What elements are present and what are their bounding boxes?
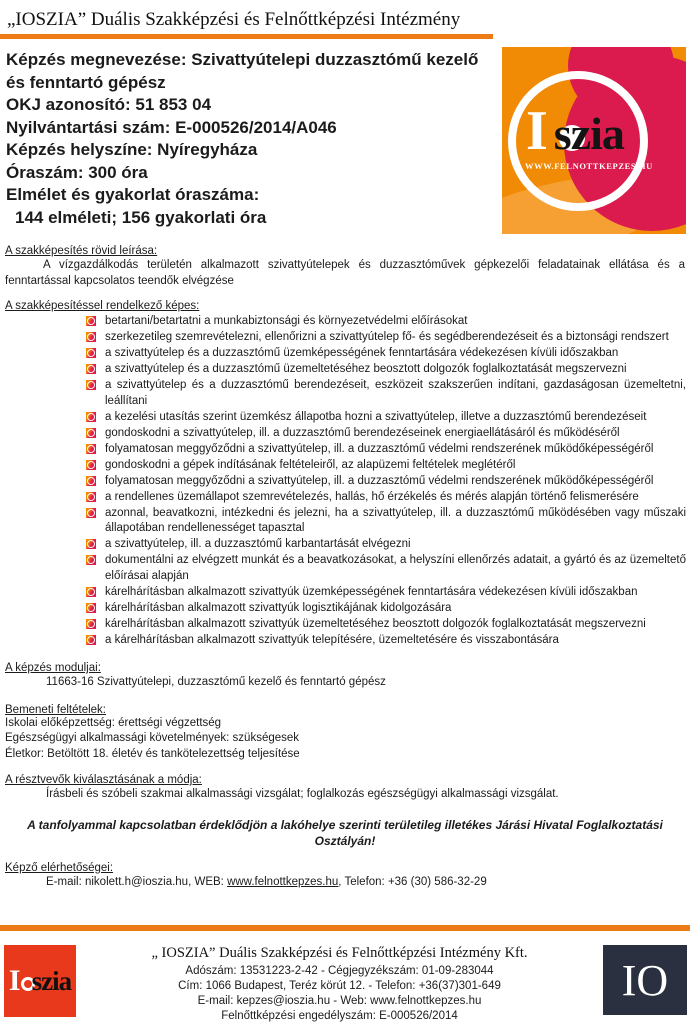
page-title: „IOSZIA” Duális Szakképzési és Felnőttképzési Intézmény	[7, 9, 461, 30]
course-name: Képzés megnevezése: Szivattyútelepi duzzasztómű kezelő és fenntartó gépész	[6, 50, 479, 92]
list-item	[86, 490, 686, 506]
capability-text: a rendellenes üzemállapot szemrevételezés, hallás, hő érzékelés és mérés alapján történő felismerésére	[105, 490, 639, 503]
course-split-label: Elmélet és gyakorlat óraszáma:	[6, 185, 260, 204]
course-okj: OKJ azonosító: 51 853 04	[6, 95, 212, 114]
list-item	[86, 537, 686, 553]
section-heading: A szakképesítéssel rendelkező képes:	[5, 300, 200, 312]
ioszia-footer-logo	[4, 945, 76, 1017]
logo-letters-szia: szia	[31, 965, 72, 996]
list-item	[86, 553, 686, 584]
course-split-value: 144 elméleti; 156 gyakorlati óra	[15, 207, 267, 227]
capability-text: gondoskodni a szivattyútelep, ill. a duzzasztómű berendezéseinek energiaellátásáról és működéséről	[105, 426, 620, 439]
logo-letters-szia: szia	[553, 108, 624, 159]
footer-address-line: Cím: 1066 Budapest, Teréz körút 12. - Telefon: +36(37)301-649	[178, 980, 501, 992]
list-item	[86, 410, 686, 426]
section-heading: Bemeneti feltételek:	[5, 703, 107, 716]
capability-text: a szivattyútelep és a duzzasztómű üzemképességének fenntartására védekezésen kívüli időszakban	[105, 347, 619, 359]
course-info-block	[6, 47, 499, 229]
ioszia-bullet-icon	[86, 555, 96, 565]
section-contact	[0, 862, 690, 891]
list-item	[86, 474, 686, 490]
capability-text: azonnal, beavatkozni, intézkedni és jelezni, ha a szivattyútelep, ill. a duzzasztómű működésében vagy műszaki állapotában rendellenességet tapasztal	[105, 506, 686, 534]
ioszia-bullet-icon	[86, 332, 96, 342]
list-item	[86, 330, 686, 346]
logo-letter-i: I	[8, 964, 21, 997]
capability-text: a kárelhárításban alkalmazott szivattyúk telepítésére, üzemeltetésére és visszabontására	[105, 633, 559, 646]
capability-text: gondoskodni a gépek indításának feltételeiről, az alapüzemi feltételek meglétéről	[105, 458, 516, 471]
list-item	[86, 585, 686, 601]
capability-text: kárelhárításban alkalmazott szivattyúk üzemeltetéséhez beosztott dolgozók foglalkoztatását megszervezni	[105, 617, 646, 630]
list-item	[86, 458, 686, 474]
contact-web-label: , WEB:	[188, 875, 228, 888]
section-entry	[0, 704, 690, 763]
capability-text: kárelhárításban alkalmazott szivattyúk logisztikájának kidolgozására	[105, 601, 452, 614]
ioszia-bullet-icon	[86, 587, 96, 597]
section-heading: A résztvevők kiválasztásának a módja:	[5, 774, 202, 786]
website-link[interactable]: www.felnottkepzes.hu,	[227, 875, 342, 888]
top-section	[0, 39, 690, 234]
contact-email-label: E-mail:	[46, 875, 85, 888]
ioszia-bullet-icon	[86, 316, 96, 326]
logo-url-text: WWW.FELNOTTKEPZES.HU	[525, 161, 653, 171]
capability-text: dokumentálni az elvégzett munkát és a beavatkozásokat, a helyszíni ellenőrzés adatait, a gyártó és az üzemeltető előírásai alapján	[105, 554, 686, 582]
list-item	[86, 378, 686, 409]
contact-email: nikolett.h@ioszia.hu	[84, 875, 189, 888]
capability-text: kárelhárításban alkalmazott szivattyúk üzemképességének fenntartására védekezésen kívüli időszakban	[105, 585, 638, 598]
logo-letter-i: I	[526, 100, 548, 162]
section-heading: A képzés moduljai:	[5, 662, 101, 674]
job-office-notice: A tanfolyammal kapcsolatban érdeklődjön a lakóhelye szerinti területileg illetékes Járási Hivatal Foglalkoztatási Osztályán!	[27, 817, 663, 848]
module-line: 11663-16 Szivattyútelepi, duzzasztómű kezelő és fenntartó gépész	[46, 676, 386, 688]
course-registry: Nyilvántartási szám: E-000526/2014/A046	[6, 117, 337, 137]
entry-line: Életkor: Betöltött 18. életév és tankötelezettség teljesítése	[5, 747, 300, 760]
ioszia-bullet-icon	[86, 492, 96, 502]
capability-text: a szivattyútelep és a duzzasztómű berendezéseit, eszközeit szakszerűen indítani, gazdaságosan üzemeltetni, leállítani	[105, 379, 686, 407]
ioszia-bullet-icon	[86, 348, 96, 358]
footer-email-line: E-mail: kepzes@ioszia.hu - Web: www.felnottkepzes.hu	[197, 995, 482, 1007]
footer-company-block	[76, 945, 603, 1024]
capability-text: folyamatosan meggyőződni a szivattyútelep, ill. a duzzasztómű védelmi rendszerének működőképességéről	[105, 442, 654, 455]
logo-wordmark	[526, 100, 624, 162]
section-capabilities	[0, 300, 690, 648]
capability-text: a szivattyútelep és a duzzasztómű üzemeltetéséhez beosztott dolgozók foglalkoztatását megszervezni	[105, 363, 627, 375]
capability-text: betartani/betartatni a munkabiztonsági és környezetvédelmi előírásokat	[105, 315, 468, 327]
ioszia-bullet-icon	[86, 508, 96, 518]
contact-line	[0, 875, 690, 891]
capability-text: folyamatosan meggyőződni a szivattyútelep, ill. a duzzasztómű védelmi rendszerének működőképességéről	[105, 474, 654, 487]
ioszia-bullet-icon	[86, 539, 96, 549]
list-item	[86, 601, 686, 617]
ioszia-bullet-icon	[86, 635, 96, 645]
ioszia-logo	[502, 47, 686, 234]
ioszia-bullet-icon	[86, 412, 96, 422]
ioszia-bullet-icon	[86, 380, 96, 390]
list-item	[86, 346, 686, 362]
io-footer-logo: IO	[603, 945, 687, 1015]
ioszia-bullet-icon	[86, 444, 96, 454]
list-item	[86, 362, 686, 378]
entry-line: Egészségügyi alkalmassági követelmények: szükségesek	[5, 732, 300, 744]
course-hours: Óraszám: 300 óra	[6, 162, 148, 182]
selection-line: Írásbeli és szóbeli szakmai alkalmassági vizsgálat; foglalkozás egészségügyi alkalmassági vizsgálat.	[46, 788, 559, 800]
list-item	[86, 506, 686, 537]
entry-line: Iskolai előképzettség: érettségi végzettség	[5, 716, 222, 729]
ioszia-bullet-icon	[86, 476, 96, 486]
list-item	[86, 442, 686, 458]
section-short-description	[0, 245, 690, 289]
section-selection	[0, 774, 690, 803]
list-item	[86, 426, 686, 442]
list-item	[86, 617, 686, 633]
capability-text: a szivattyútelep, ill. a duzzasztómű karbantartását elvégezni	[105, 538, 411, 550]
course-location: Képzés helyszíne: Nyíregyháza	[6, 140, 258, 159]
footer-company-name: „ IOSZIA” Duális Szakképzési és Felnőttképzési Intézmény Kft.	[151, 945, 528, 961]
section-modules	[0, 662, 690, 691]
footer	[0, 925, 690, 1024]
ioszia-bullet-icon	[86, 603, 96, 613]
capability-text: a kezelési utasítás szerint üzemkész állapotba hozni a szivattyútelep, illetve a duzzasztómű berendezéseit	[105, 410, 647, 423]
section-body: A vízgazdálkodás területén alkalmazott szivattyútelepek és duzzasztóművek gépkezelői feladatainak ellátása és a fenntartással kapcsolatos teendők elvégzése	[5, 259, 685, 287]
section-heading: Képző elérhetőségei:	[5, 861, 114, 874]
ioszia-bullet-icon	[86, 364, 96, 374]
footer-row	[0, 931, 690, 1024]
ioszia-bullet-icon	[86, 619, 96, 629]
list-item	[86, 314, 686, 330]
ioszia-bullet-icon	[86, 428, 96, 438]
ioszia-bullet-icon	[86, 460, 96, 470]
contact-phone: Telefon: +36 (30) 586-32-29	[341, 875, 487, 888]
footer-license-line: Felnőttképzési engedélyszám: E-000526/2014	[221, 1010, 458, 1022]
section-heading: A szakképesítés rövid leírása:	[5, 245, 158, 257]
footer-tax-line: Adószám: 13531223-2-42 - Cégjegyzékszám: 01-09-283044	[185, 965, 494, 977]
capability-text: szerkezetileg szemrevételezni, ellenőrizni a szivattyútelep fő- és segédberendezéseit és a biztonsági rendszert	[105, 331, 669, 343]
list-item	[86, 633, 686, 649]
capabilities-list	[0, 314, 690, 648]
